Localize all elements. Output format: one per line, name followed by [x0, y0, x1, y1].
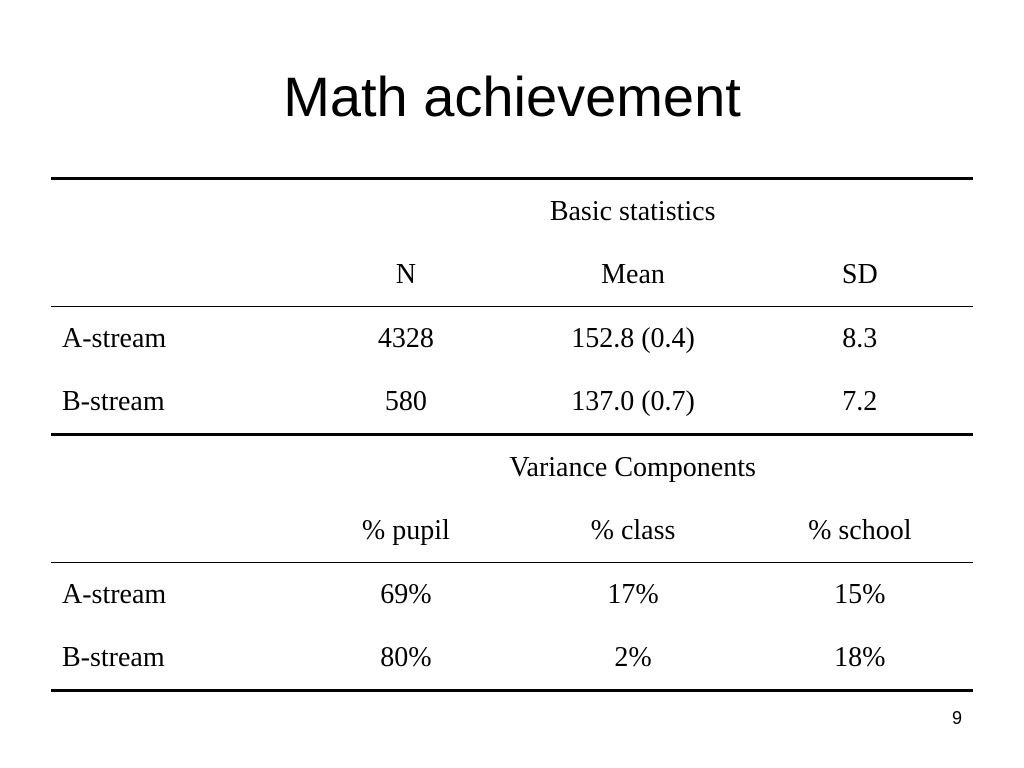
- empty-cell: [51, 435, 292, 500]
- row-label: A-stream: [51, 307, 292, 371]
- slide-title: Math achievement: [283, 65, 741, 128]
- table-row: [51, 626, 973, 691]
- table-cell: 80%: [292, 626, 519, 691]
- table-cell: 152.8 (0.4): [519, 307, 746, 371]
- table-row: [51, 563, 973, 627]
- row-label: A-stream: [51, 563, 292, 627]
- table-cell: 69%: [292, 563, 519, 627]
- empty-cell: [51, 499, 292, 563]
- row-label: B-stream: [51, 626, 292, 691]
- empty-cell: [51, 179, 292, 244]
- row-label: B-stream: [62, 386, 165, 417]
- table-row: [51, 370, 973, 435]
- page-number: 9: [951, 708, 962, 728]
- table-cell: 8.3: [747, 307, 973, 371]
- empty-cell: [51, 243, 292, 307]
- section-heading-variance-components: Variance Components: [292, 435, 973, 500]
- column-header: % pupil: [361, 515, 450, 546]
- column-header: % class: [590, 515, 676, 546]
- section-heading-row: [51, 435, 973, 500]
- table-cell: 580: [384, 386, 427, 417]
- table-cell: 2%: [519, 626, 746, 691]
- table-row: [51, 307, 973, 371]
- column-header-row: [51, 499, 973, 563]
- table-cell: 15%: [747, 563, 973, 627]
- table-cell: 137.0 (0.7): [571, 386, 695, 417]
- column-header: SD: [841, 259, 878, 290]
- column-header: % school: [808, 515, 912, 546]
- table-cell: 17%: [519, 563, 746, 627]
- section-heading-basic-statistics: Basic statistics: [292, 179, 973, 244]
- column-header: N: [395, 259, 416, 290]
- column-header-row: [51, 243, 973, 307]
- table-cell: 18%: [747, 626, 973, 691]
- statistics-table: [51, 177, 973, 692]
- section-heading-row: [51, 179, 973, 244]
- table-cell: 4328: [292, 307, 519, 371]
- column-header: Mean: [601, 259, 665, 290]
- table-cell: 7.2: [842, 386, 878, 417]
